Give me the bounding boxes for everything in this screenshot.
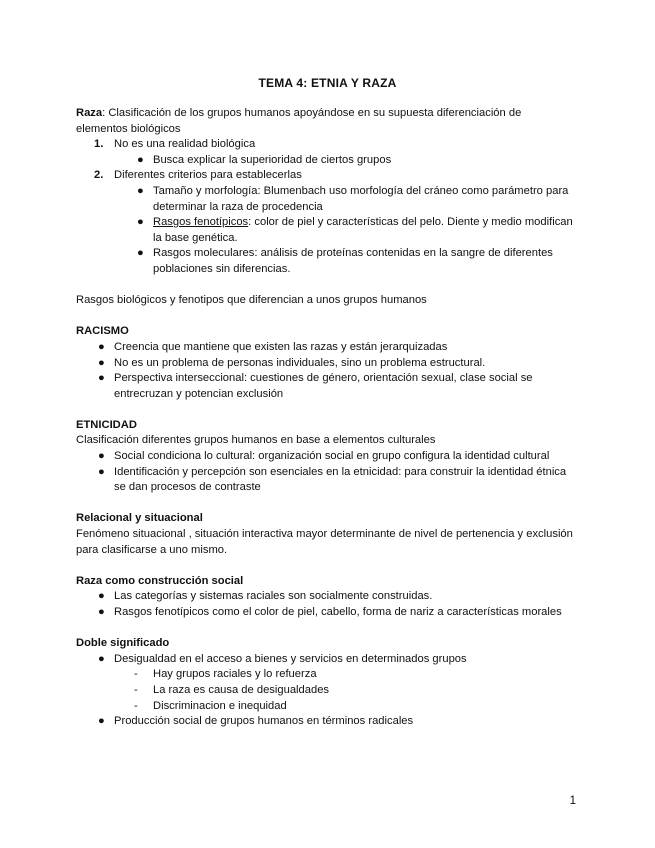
list-item-text: Las categorías y sistemas raciales son socialmente construidas.: [114, 590, 433, 603]
list-item-text: No es una realidad biológica: [114, 138, 256, 151]
bullet-icon: ●: [98, 606, 105, 618]
list-item-text: Hay grupos raciales y lo refuerza: [153, 668, 317, 681]
list-number: 1.: [94, 138, 104, 151]
list-item-text: La raza es causa de desigualdades: [153, 683, 330, 696]
bullet-icon: ●: [137, 184, 144, 197]
list-item: [76, 667, 576, 683]
bullet-icon: ●: [137, 216, 144, 229]
list-item: [76, 652, 576, 668]
list-item-text: No es un problema de personas individuales, sino un problema estructural.: [114, 356, 486, 369]
list-item: [76, 215, 576, 246]
list-item: [76, 465, 576, 496]
list-item: [76, 714, 576, 730]
bullet-icon: ●: [98, 450, 105, 463]
list-item: [76, 246, 576, 277]
dash-icon: -: [134, 683, 138, 696]
list-item: [76, 168, 576, 184]
list-item-text: Rasgos moleculares: análisis de proteínas contenidas en la sangre de diferentes poblaciones sin diferencias.: [153, 247, 553, 275]
bullet-icon: ●: [98, 715, 105, 728]
dash-icon: -: [134, 699, 138, 712]
page-number: 1: [569, 795, 576, 807]
list-number: 2.: [94, 169, 104, 182]
list-item: [76, 371, 576, 402]
list-item: [76, 449, 576, 465]
bullet-icon: ●: [98, 590, 105, 603]
bullet-icon: ●: [98, 340, 105, 353]
list-item-text: Tamaño y morfología: Blumenbach uso morfología del cráneo como parámetro para determinar la raza de procedencia: [153, 184, 569, 213]
relacional-text: Fenómeno situacional , situación interactiva mayor determinante de nivel de pertenencia y exclusión para clasificarse a uno mismo.: [76, 528, 573, 556]
list-item-text: Producción social de grupos humanos en términos radicales: [114, 715, 414, 728]
list-item-text: Identificación y percepción son esenciales en la etnicidad: para construir la identidad étnica se dan procesos de contraste: [114, 465, 567, 494]
list-item-text: Diferentes criterios para establecerlas: [114, 169, 302, 182]
bullet-icon: ●: [98, 652, 105, 665]
list-item-text: Social condiciona lo cultural: organización social en grupo configura la identidad cultural: [114, 450, 550, 463]
list-item-text: Creencia que mantiene que existen las razas y están jerarquizadas: [114, 340, 448, 353]
list-item: [76, 137, 576, 153]
raza-definition-text: : Clasificación de los grupos humanos apoyándose en su supuesta diferenciación de elementos biológicos: [76, 107, 522, 135]
list-item: [76, 589, 576, 605]
racismo-heading: RACISMO: [76, 325, 129, 338]
etnicidad-heading: ETNICIDAD: [76, 418, 137, 431]
list-item: [76, 356, 576, 372]
list-item: [76, 340, 576, 356]
bullet-icon: ●: [98, 372, 105, 385]
doble-heading: Doble significado: [76, 637, 170, 650]
bullet-icon: ●: [98, 356, 105, 369]
construccion-heading: Raza como construcción social: [76, 574, 244, 587]
underlined-term: Rasgos fenotípicos: [153, 216, 249, 229]
list-item-text: : color de piel y características del pelo. Diente y medio modifican la base genética.: [153, 216, 573, 244]
raza-term: Raza: [76, 107, 103, 119]
bullet-icon: ●: [98, 465, 105, 478]
page-title: TEMA 4: ETNIA Y RAZA: [258, 76, 397, 90]
list-item-text: Perspectiva interseccional: cuestiones de género, orientación sexual, clase social se entrecruzan y potencian exclusión: [114, 372, 533, 400]
list-item: [76, 605, 576, 621]
list-item: [76, 184, 576, 215]
raza-definition: [76, 106, 576, 137]
relacional-heading: Relacional y situacional: [76, 512, 203, 525]
list-item-text: Rasgos fenotípicos como el color de piel, cabello, forma de nariz a características morales: [114, 606, 562, 618]
bullet-icon: ●: [137, 247, 144, 260]
raza-summary: Rasgos biológicos y fenotipos que diferencian a unos grupos humanos: [76, 294, 427, 307]
list-item: [76, 683, 576, 699]
list-item: [76, 153, 576, 169]
list-item: [76, 699, 576, 715]
dash-icon: -: [134, 668, 138, 681]
list-item-text: Discriminacion e inequidad: [153, 699, 287, 712]
etnicidad-intro: Clasificación diferentes grupos humanos en base a elementos culturales: [76, 434, 436, 447]
document-body: [76, 106, 576, 730]
list-item-text: Desigualdad en el acceso a bienes y servicios en determinados grupos: [114, 652, 467, 665]
bullet-icon: ●: [137, 153, 144, 166]
list-item-text: Busca explicar la superioridad de ciertos grupos: [153, 153, 392, 166]
